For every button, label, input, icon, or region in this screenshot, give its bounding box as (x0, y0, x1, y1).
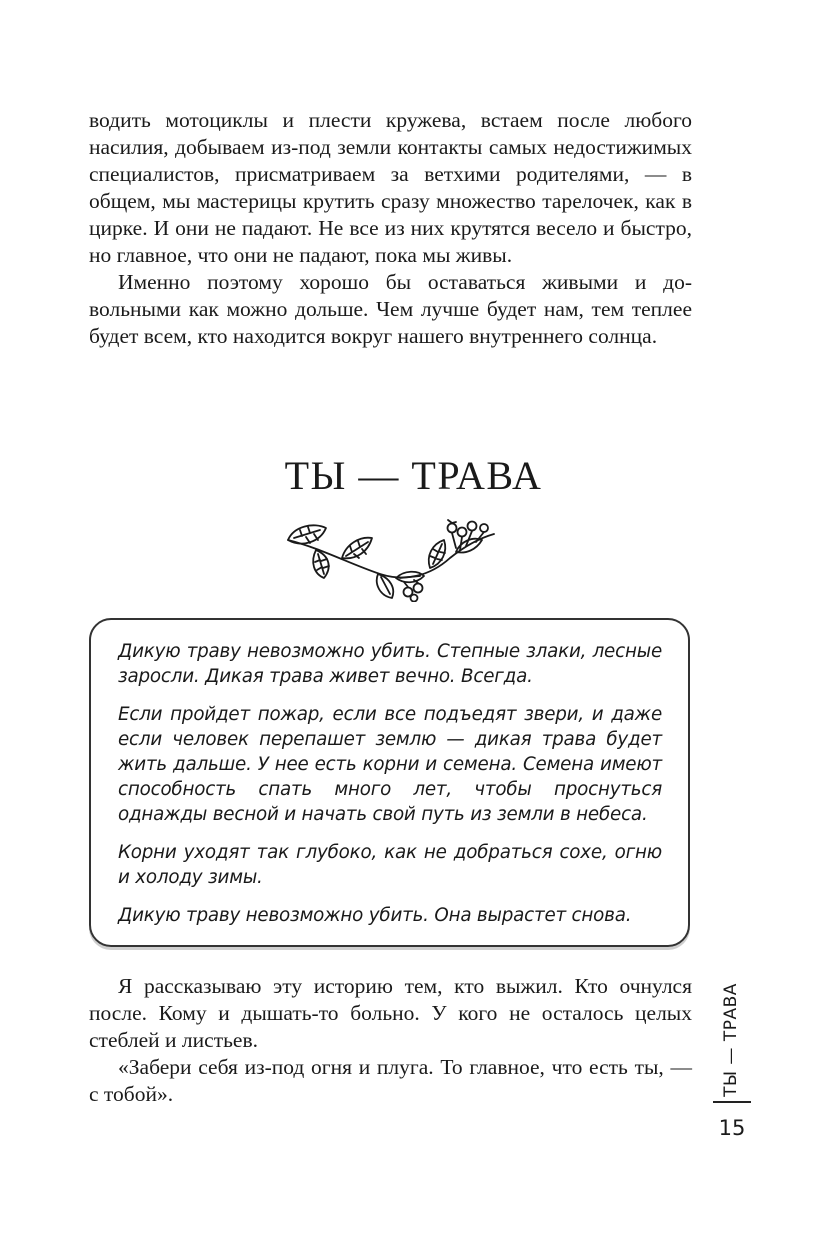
callout-box (89, 618, 690, 947)
page-number: 15 (718, 1116, 746, 1140)
body-text-bottom (89, 973, 692, 1108)
running-head-text: ТЫ — ТРАВА (721, 983, 741, 1097)
footer-rule (713, 1101, 751, 1103)
paragraph: Именно поэтому хорошо бы оставаться живыми и довольными как можно дольше. Чем лучше будет нам, тем теплее будет всем, кто находится вокруг нашего внутреннего солнца. (89, 270, 692, 348)
callout-paragraph: Дикую траву невозможно убить. Степные злаки, лесные заросли. Дикая трава живет вечно. Всегда. (118, 641, 662, 687)
section-title: ТЫ — ТРАВА (284, 453, 543, 498)
paragraph: водить мотоциклы и плести кружева, встаем после любого насилия, добываем из-под земли контакты самых недостижимых специалистов, присматриваем за ветхими родителями, — в общем, мы мастерицы крутить сразу множество тарелочек, как в цирке. И они не падают. Не все из них крутятся весело и быстро, но главное, что они не падают, пока мы живы. (89, 108, 692, 267)
callout-paragraph: Дикую траву невозможно убить. Она вырастет снова. (118, 905, 632, 926)
running-head (716, 983, 746, 1097)
callout-paragraph: Корни уходят так глубоко, как не добраться сохе, огню и холоду зимы. (118, 842, 662, 888)
floral-branch-icon (280, 512, 500, 602)
body-text-top (89, 107, 692, 350)
paragraph: «Забери себя из-под огня и плуга. То главное, что есть ты, — с тобой». (89, 1055, 692, 1106)
paragraph: Я рассказываю эту историю тем, кто выжил. Кто очнулся после. Кому и дышать-то больно. У кого не осталось целых стеблей и листьев. (89, 974, 692, 1052)
callout-paragraph: Если пройдет пожар, если все подъедят звери, и даже если человек перепашет землю — дикая трава будет жить дальше. У нее есть корни и семена. Семена имеют способность спать много лет, чтобы проснуться однажды весной и начать свой путь из земли в небеса. (118, 704, 662, 825)
